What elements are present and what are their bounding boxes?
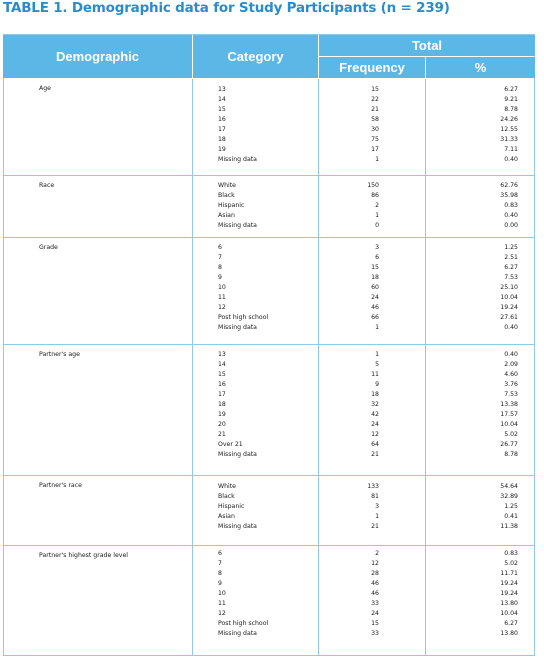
percent-cell: 0.40	[504, 351, 518, 358]
table-row	[4, 96, 534, 106]
category-cell: 19	[218, 146, 226, 153]
frequency-cell: 0	[375, 222, 379, 229]
category-cell: 10	[218, 284, 226, 291]
section-0	[4, 79, 534, 176]
table-row	[4, 254, 534, 264]
demographic-label: Partner's race	[39, 482, 82, 489]
percent-cell: 6.27	[504, 620, 518, 627]
frequency-cell: 46	[371, 580, 379, 587]
frequency-cell: 11	[371, 371, 379, 378]
frequency-cell: 28	[371, 570, 379, 577]
table-row	[4, 222, 534, 232]
frequency-cell: 64	[371, 441, 379, 448]
percent-cell: 31.33	[500, 136, 518, 143]
frequency-cell: 5	[375, 361, 379, 368]
percent-cell: 0.83	[504, 202, 518, 209]
category-cell: Missing data	[218, 451, 257, 458]
table-row	[4, 523, 534, 533]
table-row	[4, 126, 534, 136]
frequency-cell: 18	[371, 391, 379, 398]
category-cell: Asian	[218, 513, 235, 520]
percent-cell: 0.83	[504, 550, 518, 557]
percent-cell: 5.02	[504, 431, 518, 438]
category-cell: 20	[218, 421, 226, 428]
category-cell: 12	[218, 610, 226, 617]
frequency-cell: 3	[375, 503, 379, 510]
table-row	[4, 550, 534, 560]
section-2	[4, 238, 534, 345]
table-row	[4, 182, 534, 192]
table-row	[4, 610, 534, 620]
frequency-cell: 42	[371, 411, 379, 418]
table-row	[4, 351, 534, 361]
header-total: Total	[319, 35, 535, 56]
table-row	[4, 146, 534, 156]
percent-cell: 4.60	[504, 371, 518, 378]
percent-cell: 10.04	[500, 421, 518, 428]
table-row	[4, 106, 534, 116]
table-row	[4, 136, 534, 146]
category-cell: 17	[218, 126, 226, 133]
percent-cell: 9.21	[504, 96, 518, 103]
table-row	[4, 590, 534, 600]
percent-cell: 0.41	[504, 513, 518, 520]
table-row	[4, 441, 534, 451]
category-cell: 21	[218, 431, 226, 438]
percent-cell: 24.26	[500, 116, 518, 123]
table-row	[4, 560, 534, 570]
category-cell: 18	[218, 136, 226, 143]
category-cell: 8	[218, 264, 222, 271]
category-cell: White	[218, 182, 236, 189]
category-cell: 6	[218, 550, 222, 557]
table-row	[4, 212, 534, 222]
percent-cell: 17.57	[500, 411, 518, 418]
category-cell: 11	[218, 294, 226, 301]
table-row	[4, 401, 534, 411]
percent-cell: 26.77	[500, 441, 518, 448]
frequency-cell: 1	[375, 212, 379, 219]
percent-cell: 6.27	[504, 86, 518, 93]
table-row	[4, 580, 534, 590]
category-cell: White	[218, 483, 236, 490]
frequency-cell: 33	[371, 600, 379, 607]
table-row	[4, 431, 534, 441]
frequency-cell: 6	[375, 254, 379, 261]
table-row	[4, 513, 534, 523]
category-cell: Post high school	[218, 620, 269, 627]
percent-cell: 6.27	[504, 264, 518, 271]
frequency-cell: 33	[371, 630, 379, 637]
frequency-cell: 17	[371, 146, 379, 153]
table-row	[4, 304, 534, 314]
percent-cell: 19.24	[500, 580, 518, 587]
frequency-cell: 46	[371, 590, 379, 597]
frequency-cell: 86	[371, 192, 379, 199]
percent-cell: 3.76	[504, 381, 518, 388]
table-row	[4, 493, 534, 503]
table-row	[4, 411, 534, 421]
table-row	[4, 391, 534, 401]
category-cell: 6	[218, 244, 222, 251]
frequency-cell: 21	[371, 106, 379, 113]
frequency-cell: 15	[371, 264, 379, 271]
table-row	[4, 244, 534, 254]
percent-cell: 1.25	[504, 244, 518, 251]
table-row	[4, 630, 534, 640]
frequency-cell: 75	[371, 136, 379, 143]
frequency-cell: 46	[371, 304, 379, 311]
table-row	[4, 202, 534, 212]
frequency-cell: 60	[371, 284, 379, 291]
percent-cell: 27.61	[500, 314, 518, 321]
frequency-cell: 24	[371, 294, 379, 301]
frequency-cell: 30	[371, 126, 379, 133]
table-row	[4, 483, 534, 493]
category-cell: 13	[218, 86, 226, 93]
frequency-cell: 24	[371, 610, 379, 617]
table-row	[4, 86, 534, 96]
percent-cell: 5.02	[504, 560, 518, 567]
demographic-label: Partner's highest grade level	[39, 552, 128, 559]
category-cell: Hispanic	[218, 503, 245, 510]
section-4	[4, 476, 534, 546]
section-5	[4, 546, 534, 656]
table-row	[4, 381, 534, 391]
frequency-cell: 1	[375, 513, 379, 520]
percent-cell: 1.25	[504, 503, 518, 510]
table-row	[4, 324, 534, 334]
percent-cell: 8.78	[504, 451, 518, 458]
table-row	[4, 600, 534, 610]
header-category: Category	[193, 35, 318, 78]
category-cell: 14	[218, 96, 226, 103]
frequency-cell: 133	[367, 483, 379, 490]
frequency-cell: 150	[367, 182, 379, 189]
frequency-cell: 58	[371, 116, 379, 123]
table-row	[4, 503, 534, 513]
table-caption: TABLE 1. Demographic data for Study Participants (n = 239)	[3, 0, 450, 16]
percent-cell: 0.40	[504, 212, 518, 219]
category-cell: 9	[218, 274, 222, 281]
category-cell: Missing data	[218, 324, 257, 331]
percent-cell: 0.00	[504, 222, 518, 229]
percent-cell: 11.38	[500, 523, 518, 530]
table-row	[4, 264, 534, 274]
category-cell: 14	[218, 361, 226, 368]
table-row	[4, 361, 534, 371]
category-cell: 12	[218, 304, 226, 311]
demographic-label: Partner's age	[39, 351, 80, 358]
table-row	[4, 116, 534, 126]
percent-cell: 25.10	[500, 284, 518, 291]
percent-cell: 8.78	[504, 106, 518, 113]
category-cell: Black	[218, 192, 235, 199]
header-percent: %	[426, 57, 535, 78]
frequency-cell: 81	[371, 493, 379, 500]
table-row	[4, 156, 534, 166]
percent-cell: 11.71	[500, 570, 518, 577]
percent-cell: 0.40	[504, 324, 518, 331]
category-cell: 11	[218, 600, 226, 607]
category-cell: Over 21	[218, 441, 243, 448]
frequency-cell: 2	[375, 550, 379, 557]
category-cell: Post high school	[218, 314, 269, 321]
frequency-cell: 9	[375, 381, 379, 388]
table-row	[4, 620, 534, 630]
category-cell: 8	[218, 570, 222, 577]
category-cell: Missing data	[218, 156, 257, 163]
category-cell: Missing data	[218, 222, 257, 229]
frequency-cell: 22	[371, 96, 379, 103]
table-row	[4, 274, 534, 284]
category-cell: 15	[218, 371, 226, 378]
category-cell: 16	[218, 116, 226, 123]
table-row	[4, 570, 534, 580]
percent-cell: 62.76	[500, 182, 518, 189]
category-cell: 17	[218, 391, 226, 398]
frequency-cell: 3	[375, 244, 379, 251]
table-row	[4, 314, 534, 324]
category-cell: 19	[218, 411, 226, 418]
frequency-cell: 21	[371, 451, 379, 458]
demographic-label: Race	[39, 182, 55, 189]
percent-cell: 35.98	[500, 192, 518, 199]
category-cell: Missing data	[218, 630, 257, 637]
percent-cell: 2.51	[504, 254, 518, 261]
percent-cell: 7.53	[504, 274, 518, 281]
header-frequency: Frequency	[319, 57, 425, 78]
table-row	[4, 284, 534, 294]
frequency-cell: 15	[371, 86, 379, 93]
frequency-cell: 12	[371, 431, 379, 438]
demographic-label: Grade	[39, 244, 58, 251]
percent-cell: 13.80	[500, 630, 518, 637]
category-cell: 9	[218, 580, 222, 587]
percent-cell: 7.53	[504, 391, 518, 398]
category-cell: 10	[218, 590, 226, 597]
frequency-cell: 66	[371, 314, 379, 321]
frequency-cell: 1	[375, 324, 379, 331]
header-demographic: Demographic	[3, 35, 192, 78]
percent-cell: 0.40	[504, 156, 518, 163]
percent-cell: 7.11	[504, 146, 518, 153]
percent-cell: 10.04	[500, 610, 518, 617]
percent-cell: 54.64	[500, 483, 518, 490]
frequency-cell: 18	[371, 274, 379, 281]
category-cell: 7	[218, 560, 222, 567]
percent-cell: 19.24	[500, 590, 518, 597]
frequency-cell: 32	[371, 401, 379, 408]
frequency-cell: 15	[371, 620, 379, 627]
table-row	[4, 421, 534, 431]
percent-cell: 32.89	[500, 493, 518, 500]
percent-cell: 19.24	[500, 304, 518, 311]
frequency-cell: 2	[375, 202, 379, 209]
percent-cell: 10.04	[500, 294, 518, 301]
table-row	[4, 192, 534, 202]
category-cell: 13	[218, 351, 226, 358]
section-1	[4, 176, 534, 238]
frequency-cell: 24	[371, 421, 379, 428]
percent-cell: 13.80	[500, 600, 518, 607]
frequency-cell: 21	[371, 523, 379, 530]
percent-cell: 12.55	[500, 126, 518, 133]
category-cell: Hispanic	[218, 202, 245, 209]
demographic-label: Age	[39, 85, 51, 92]
percent-cell: 2.09	[504, 361, 518, 368]
category-cell: 18	[218, 401, 226, 408]
table-row	[4, 451, 534, 461]
category-cell: Missing data	[218, 523, 257, 530]
table-row	[4, 371, 534, 381]
frequency-cell: 12	[371, 560, 379, 567]
section-3	[4, 345, 534, 476]
category-cell: Asian	[218, 212, 235, 219]
table-row	[4, 294, 534, 304]
category-cell: Black	[218, 493, 235, 500]
frequency-cell: 1	[375, 156, 379, 163]
frequency-cell: 1	[375, 351, 379, 358]
percent-cell: 13.38	[500, 401, 518, 408]
category-cell: 16	[218, 381, 226, 388]
category-cell: 15	[218, 106, 226, 113]
category-cell: 7	[218, 254, 222, 261]
